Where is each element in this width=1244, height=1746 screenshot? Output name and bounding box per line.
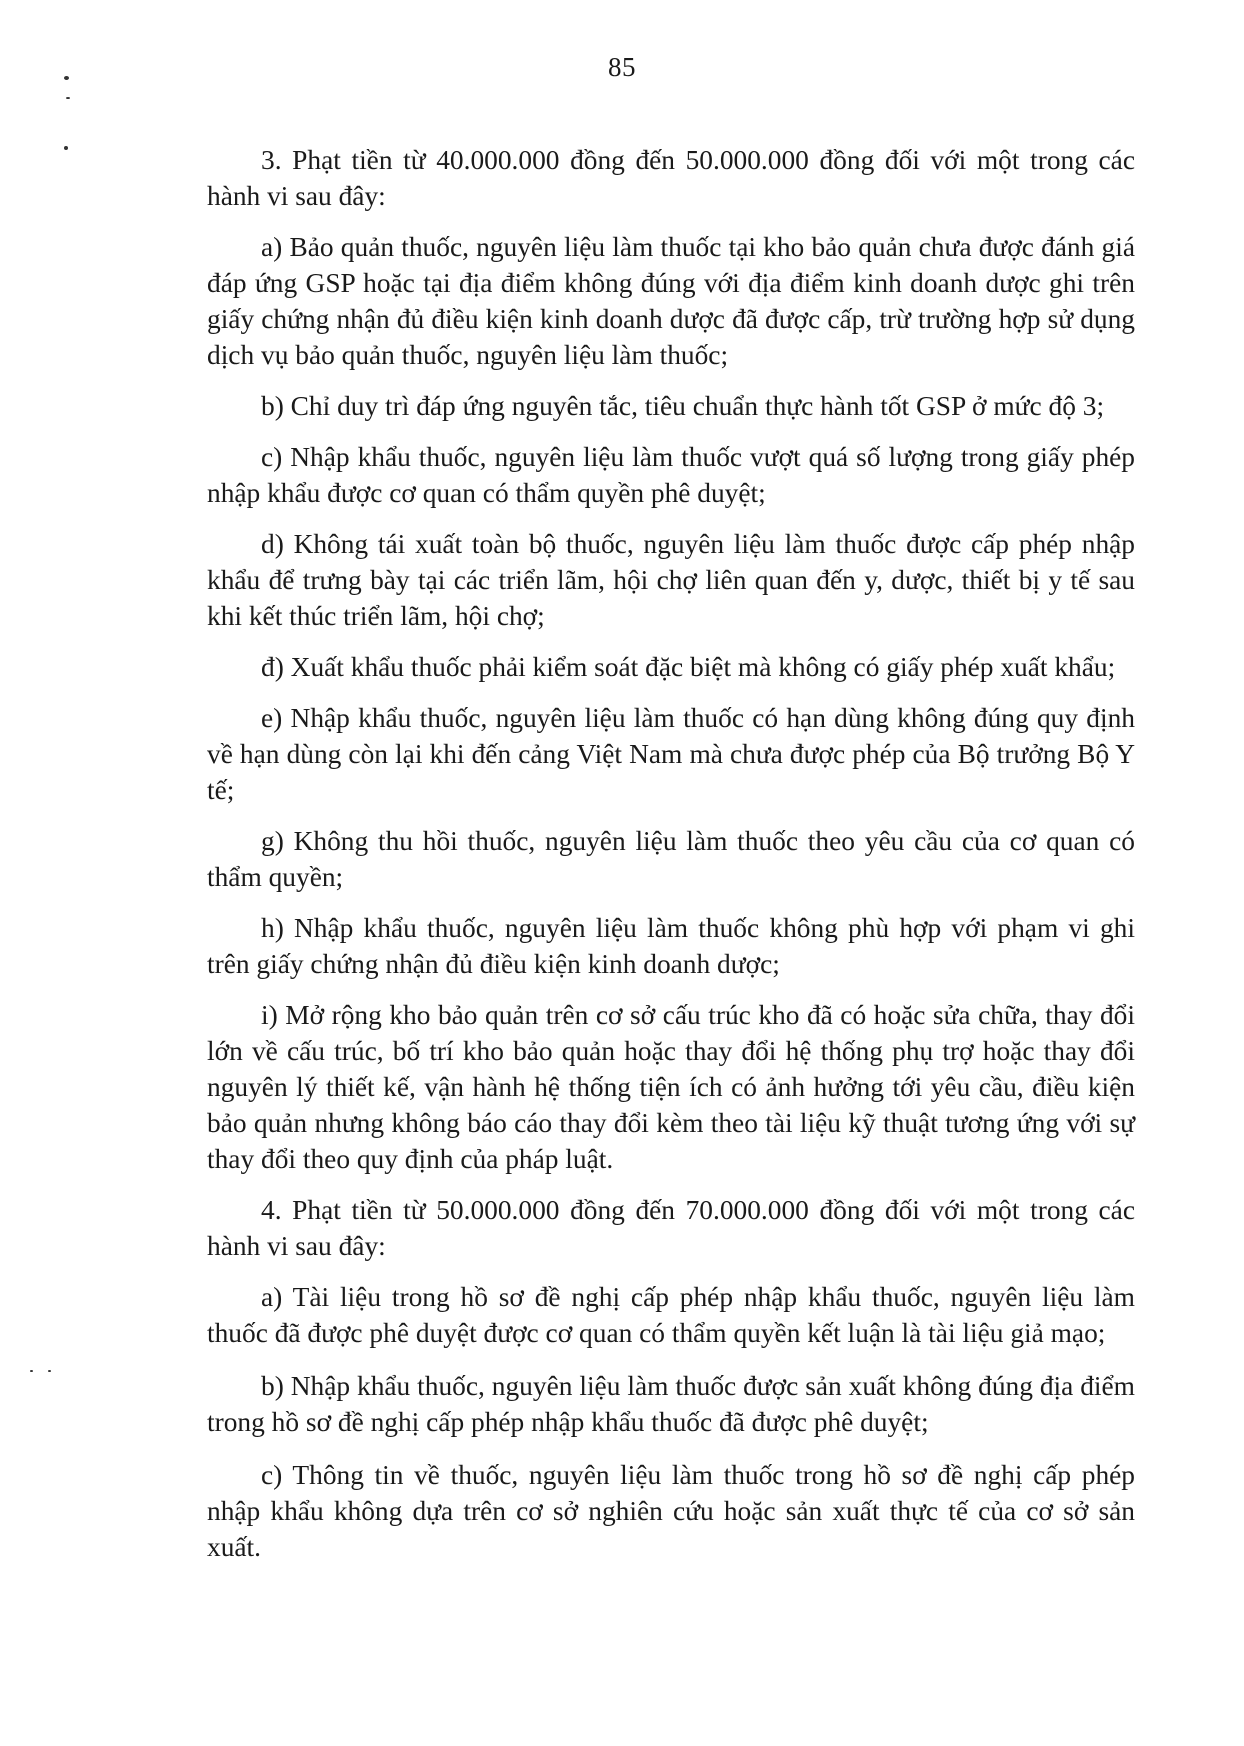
clause-3dd: đ) Xuất khẩu thuốc phải kiểm soát đặc biệt mà không có giấy phép xuất khẩu; (261, 652, 1116, 682)
document-body (207, 142, 1135, 1580)
clause-3i: i) Mở rộng kho bảo quản trên cơ sở cấu trúc kho đã có hoặc sửa chữa, thay đổi lớn về cấu trúc, bố trí kho bảo quản hoặc thay đổi hệ thống phụ trợ hoặc thay đổi nguyên lý thiết kế, vận hành hệ thống tiện ích có ảnh hưởng tới yêu cầu, điều kiện bảo quản nhưng không báo cáo thay đổi kèm theo tài liệu kỹ thuật tương ứng với sự thay đổi theo quy định của pháp luật. (207, 1000, 1135, 1174)
clause-3d: d) Không tái xuất toàn bộ thuốc, nguyên liệu làm thuốc được cấp phép nhập khẩu để trưng bày tại các triển lãm, hội chợ liên quan đến y, dược, thiết bị y tế sau khi kết thúc triển lãm, hội chợ; (207, 529, 1135, 631)
clause-3e: e) Nhập khẩu thuốc, nguyên liệu làm thuốc có hạn dùng không đúng quy định về hạn dùng còn lại khi đến cảng Việt Nam mà chưa được phép của Bộ trưởng Bộ Y tế; (207, 703, 1135, 805)
clause-4b: b) Nhập khẩu thuốc, nguyên liệu làm thuốc được sản xuất không đúng địa điểm trong hồ sơ đề nghị cấp phép nhập khẩu thuốc đã được phê duyệt; (207, 1371, 1135, 1437)
clause-3h: h) Nhập khẩu thuốc, nguyên liệu làm thuốc không phù hợp với phạm vi ghi trên giấy chứng nhận đủ điều kiện kinh doanh dược; (207, 913, 1135, 979)
scan-speck (66, 97, 70, 99)
scan-speck (48, 1370, 51, 1372)
clause-4: 4. Phạt tiền từ 50.000.000 đồng đến 70.000.000 đồng đối với một trong các hành vi sau đây: (207, 1195, 1135, 1261)
clause-3c: c) Nhập khẩu thuốc, nguyên liệu làm thuốc vượt quá số lượng trong giấy phép nhập khẩu được cơ quan có thẩm quyền phê duyệt; (207, 442, 1135, 508)
clause-4a: a) Tài liệu trong hồ sơ đề nghị cấp phép nhập khẩu thuốc, nguyên liệu làm thuốc đã được phê duyệt được cơ quan có thẩm quyền kết luận là tài liệu giả mạo; (207, 1282, 1135, 1348)
page-number: 85 (608, 52, 636, 82)
clause-3a: a) Bảo quản thuốc, nguyên liệu làm thuốc tại kho bảo quản chưa được đánh giá đáp ứng GSP hoặc tại địa điểm không đúng với địa điểm kinh doanh dược ghi trên giấy chứng nhận đủ điều kiện kinh doanh dược đã được cấp, trừ trường hợp sử dụng dịch vụ bảo quản thuốc, nguyên liệu làm thuốc; (207, 232, 1135, 370)
clause-3b: b) Chỉ duy trì đáp ứng nguyên tắc, tiêu chuẩn thực hành tốt GSP ở mức độ 3; (261, 391, 1105, 421)
clause-4c: c) Thông tin về thuốc, nguyên liệu làm thuốc trong hồ sơ đề nghị cấp phép nhập khẩu không dựa trên cơ sở nghiên cứu hoặc sản xuất thực tế của cơ sở sản xuất. (207, 1460, 1135, 1562)
scan-speck (30, 1370, 33, 1372)
scan-speck (64, 146, 68, 150)
clause-3: 3. Phạt tiền từ 40.000.000 đồng đến 50.000.000 đồng đối với một trong các hành vi sau đây: (207, 145, 1135, 211)
clause-3g: g) Không thu hồi thuốc, nguyên liệu làm thuốc theo yêu cầu của cơ quan có thẩm quyền; (207, 826, 1135, 892)
